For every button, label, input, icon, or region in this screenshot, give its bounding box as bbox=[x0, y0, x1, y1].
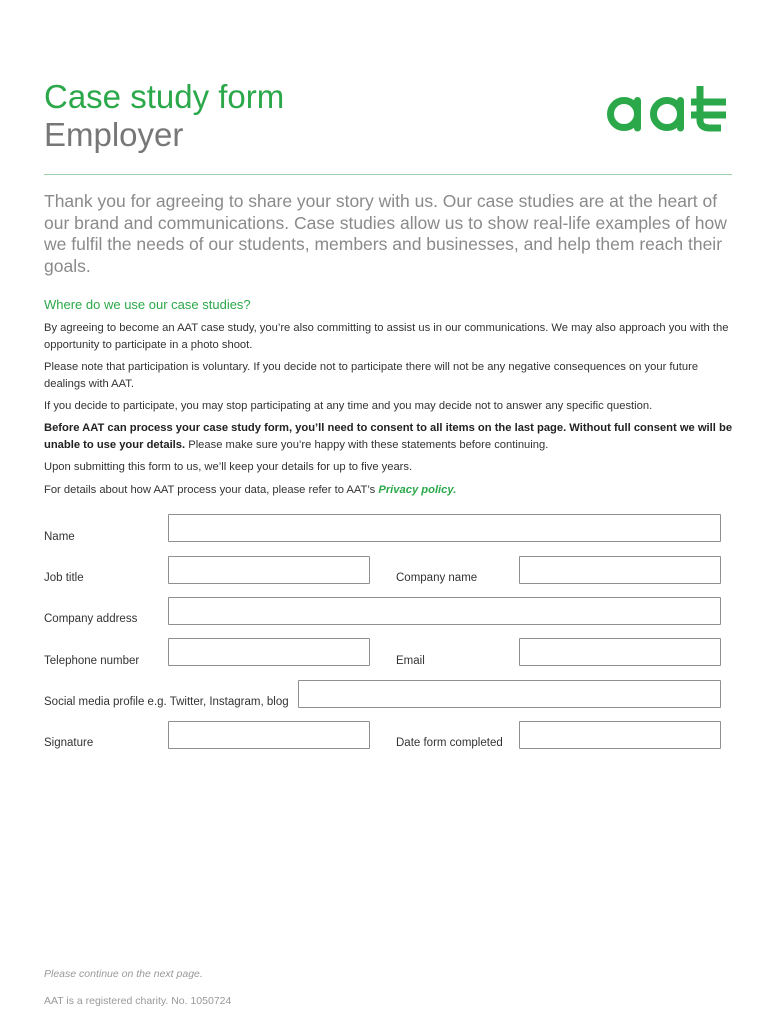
signature-field[interactable] bbox=[168, 721, 370, 749]
continue-note: Please continue on the next page. bbox=[44, 968, 203, 980]
paragraph-privacy bbox=[44, 482, 734, 499]
paragraph-commitment: By agreeing to become an AAT case study, you’re also committing to assist us in our communications. We may also approach you with the opportunity to participate in a photo shoot. bbox=[44, 322, 729, 351]
charity-note: AAT is a registered charity. No. 1050724 bbox=[44, 995, 232, 1007]
telephone-field[interactable] bbox=[168, 638, 370, 666]
consent-text: Please make sure you’re happy with these statements before continuing. bbox=[185, 439, 549, 451]
paragraph-retention: Upon submitting this form to us, we’ll keep your details for up to five years. bbox=[44, 461, 413, 473]
paragraph-consent bbox=[44, 420, 734, 454]
name-field[interactable] bbox=[168, 514, 721, 542]
job-title-label: Job title bbox=[44, 572, 84, 584]
section-heading: Where do we use our case studies? bbox=[44, 297, 251, 312]
company-address-field[interactable] bbox=[168, 597, 721, 625]
date-completed-field[interactable] bbox=[519, 721, 721, 749]
social-media-field[interactable] bbox=[298, 680, 721, 708]
name-label: Name bbox=[44, 531, 75, 543]
consent-bold-text: Before AAT can process your case study form, you’ll need to consent to all items on the last page. Without full consent we will be unable to use your details. bbox=[44, 422, 733, 451]
company-address-label: Company address bbox=[44, 613, 138, 625]
page-subtitle: Employer bbox=[44, 116, 184, 153]
company-name-field[interactable] bbox=[519, 556, 721, 584]
intro-paragraph: Thank you for agreeing to share your story with us. Our case studies are at the heart of our brand and communications. Case studies allow us to show real-life examples of how we fulfil the needs of our students, members and businesses, and help them reach their goals. bbox=[44, 191, 727, 276]
signature-label: Signature bbox=[44, 737, 94, 749]
telephone-label: Telephone number bbox=[44, 655, 140, 667]
social-media-label: Social media profile e.g. Twitter, Instagram, blog bbox=[44, 696, 289, 708]
aat-logo bbox=[606, 82, 728, 138]
email-field[interactable] bbox=[519, 638, 721, 666]
paragraph-stop: If you decide to participate, you may stop participating at any time and you may decide not to answer any specific question. bbox=[44, 400, 653, 412]
page-title: Case study form bbox=[44, 78, 285, 115]
job-title-field[interactable] bbox=[168, 556, 370, 584]
email-label: Email bbox=[396, 655, 425, 667]
privacy-policy-link[interactable]: Privacy policy. bbox=[378, 484, 457, 496]
privacy-text: For details about how AAT process your data, please refer to AAT’s bbox=[44, 484, 379, 496]
paragraph-voluntary: Please note that participation is voluntary. If you decide not to participate there will not be any negative consequences on your future dealings with AAT. bbox=[44, 361, 699, 390]
date-completed-label: Date form completed bbox=[396, 737, 503, 749]
company-name-label: Company name bbox=[396, 572, 478, 584]
header-divider bbox=[44, 174, 732, 175]
